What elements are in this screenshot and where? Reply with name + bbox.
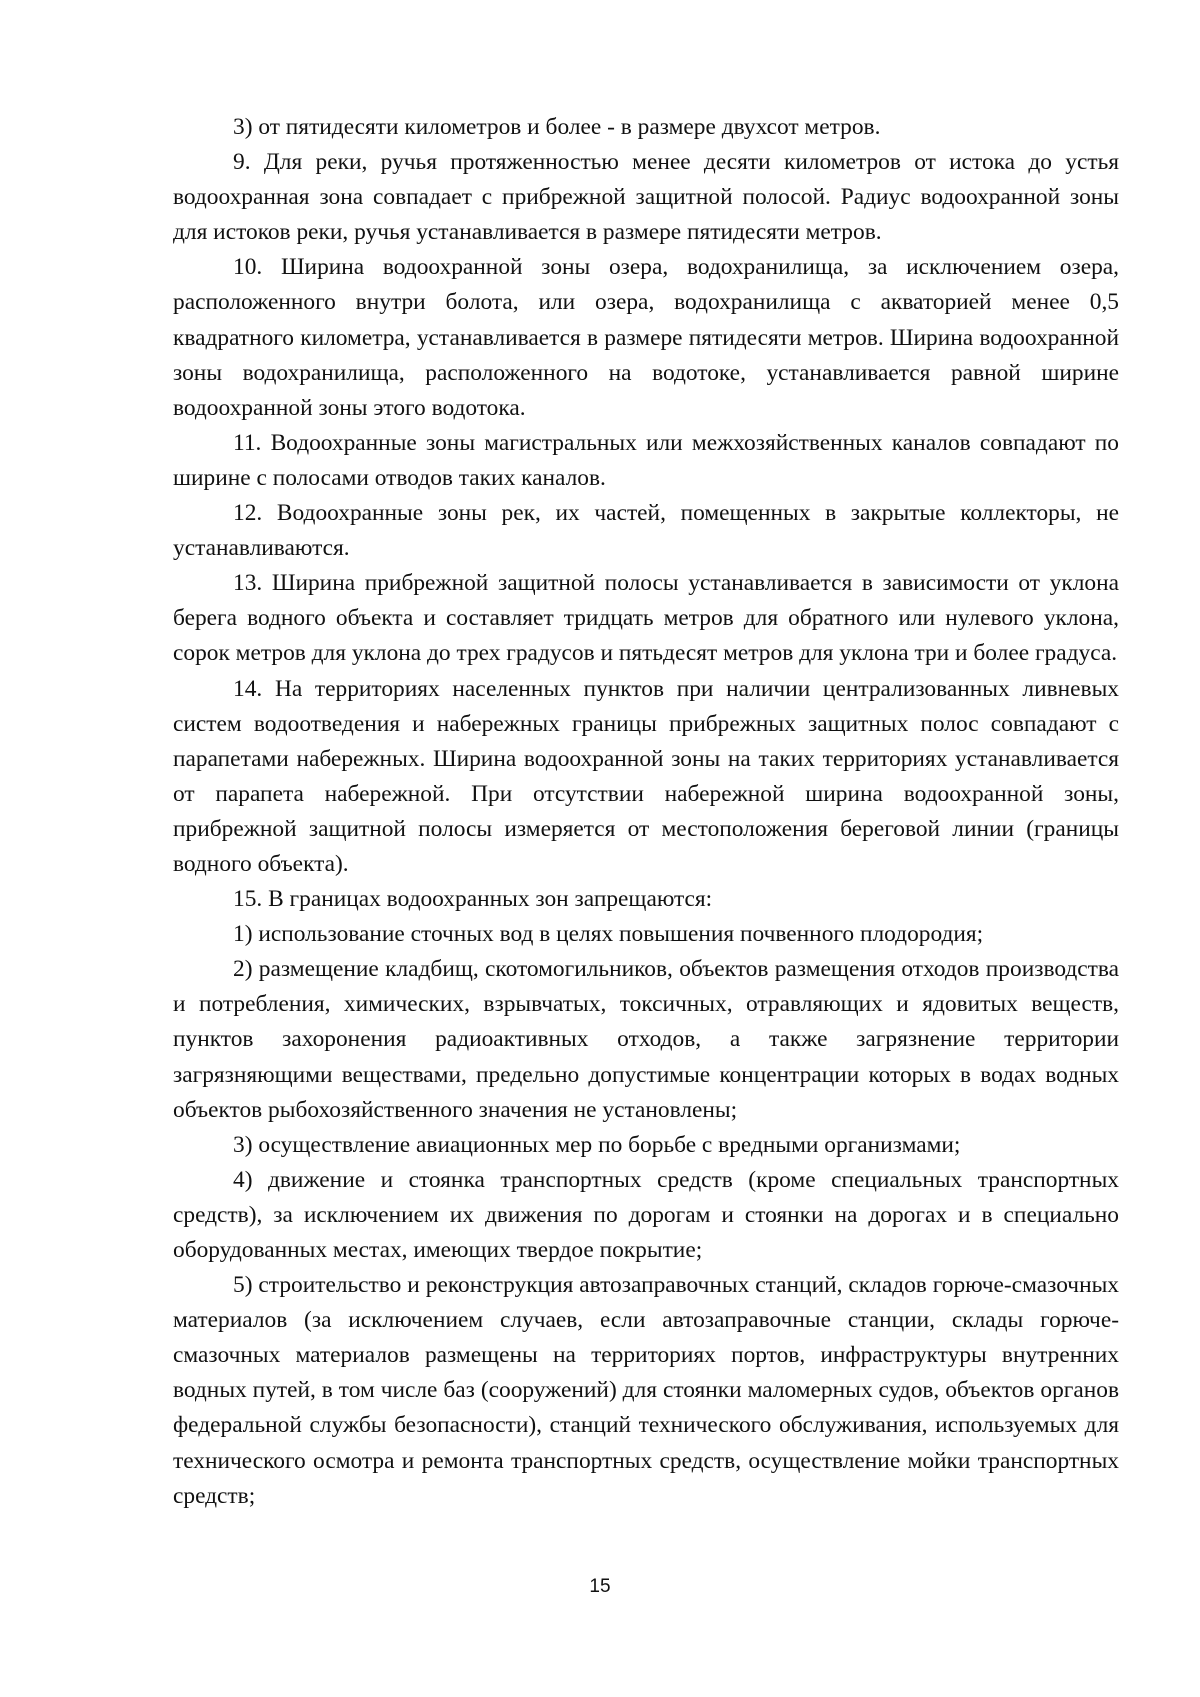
paragraph-item-3-distance-50km: 3) от пятидесяти километров и более - в размере двухсот метров. xyxy=(233,114,881,140)
paragraph-15-heading: 15. В границах водоохранных зон запрещаются: xyxy=(233,886,713,913)
list-item-1: 1) использование сточных вод в целях повышения почвенного плодородия; xyxy=(233,921,984,948)
body-text xyxy=(173,110,1119,1514)
page-number: 15 xyxy=(589,1576,611,1597)
paragraph-13: 13. Ширина прибрежной защитной полосы устанавливается в зависимости от уклона берега водного объекта и составляет тридцать метров для обратного или нулевого уклона, сорок метров для уклона до трех градусов и пятьдесят метров для уклона три и более градуса. xyxy=(173,570,1119,667)
paragraph-9: 9. Для реки, ручья протяженностью менее десяти километров от истока до устья водоохранная зона совпадает с прибрежной защитной полосой. Радиус водоохранной зоны для истоков реки, ручья устанавливается в размере пятидесяти метров. xyxy=(173,149,1119,246)
list-item-2: 2) размещение кладбищ, скотомогильников, объектов размещения отходов производства и потребления, химических, взрывчатых, токсичных, отравляющих и ядовитых веществ, пунктов захоронения радиоактивных отходов, а также загрязнение территории загрязняющими веществами, предельно допустимые концентрации которых в водах водных объектов рыбохозяйственного значения не установлены; xyxy=(173,956,1119,1123)
list-item-3: 3) осуществление авиационных мер по борьбе с вредными организмами; xyxy=(233,1131,961,1158)
paragraph-10: 10. Ширина водоохранной зоны озера, водохранилища, за исключением озера, расположенного внутри болота, или озера, водохранилища с акваторией менее 0,5 квадратного километра, устанавливается в размере пятидесяти метров. Ширина водоохранной зоны водохранилища, расположенного на водотоке, устанавливается равной ширине водоохранной зоны этого водотока. xyxy=(173,254,1119,421)
paragraph-11: 11. Водоохранные зоны магистральных или межхозяйственных каналов совпадают по ширине с полосами отводов таких каналов. xyxy=(173,429,1119,491)
paragraph-14: 14. На территориях населенных пунктов при наличии централизованных ливневых систем водоотведения и набережных границы прибрежных защитных полос совпадают с парапетами набережных. Ширина водоохранной зоны на таких территориях устанавливается от парапета набережной. При отсутствии набережной ширина водоохранной зоны, прибрежной защитной полосы измеряется от местоположения береговой линии (границы водного объекта). xyxy=(173,675,1119,877)
list-item-4: 4) движение и стоянка транспортных средств (кроме специальных транспортных средств), за исключением их движения по дорогам и стоянки на дорогах и в специально оборудованных местах, имеющих твердое покрытие; xyxy=(173,1166,1119,1263)
list-item-5: 5) строительство и реконструкция автозаправочных станций, складов горюче-смазочных материалов (за исключением случаев, если автозаправочные станции, склады горюче-смазочных материалов размещены на территориях портов, инфраструктуры внутренних водных путей, в том числе баз (сооружений) для стоянки маломерных судов, объектов органов федеральной службы безопасности), станций технического обслуживания, используемых для технического осмотра и ремонта транспортных средств, осуществление мойки транспортных средств; xyxy=(173,1272,1119,1509)
paragraph-12: 12. Водоохранные зоны рек, их частей, помещенных в закрытые коллекторы, не устанавливаются. xyxy=(173,500,1119,562)
